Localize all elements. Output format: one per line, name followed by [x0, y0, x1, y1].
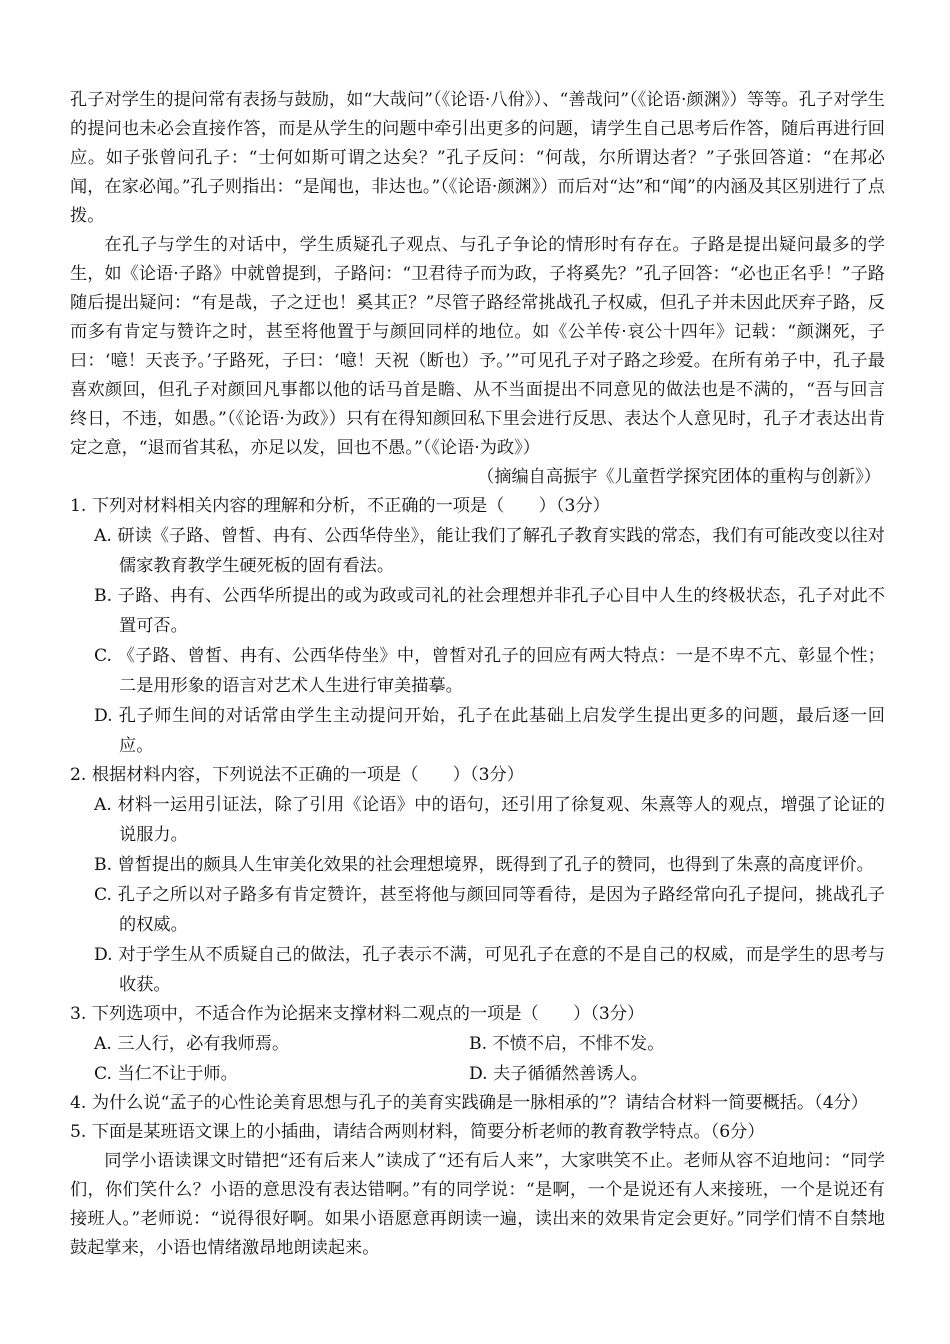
- question-2-option-b: B. 曾皙提出的颇具人生审美化效果的社会理想境界，既得到了孔子的赞同，也得到了朱熹的高度评价。: [94, 855, 874, 875]
- question-3-option-b: B. 不愤不启，不悱不发。: [469, 1034, 665, 1054]
- question-3-option-d: D. 夫子循循然善诱人。: [469, 1064, 648, 1084]
- question-4-stem: 4. 为什么说“孟子的心性论美育思想与孔子的美育实践确是一脉相承的”？请结合材料一简要概括。（4分）: [70, 1093, 869, 1113]
- question-3-stem: 3. 下列选项中，不适合作为论据来支撑材料二观点的一项是（ ）（3分）: [70, 1004, 645, 1024]
- question-3-option-a: A. 三人行，必有我师焉。: [94, 1034, 290, 1054]
- exam-page: [70, 86, 885, 1263]
- question-2-stem: 2. 根据材料内容，下列说法不正确的一项是（ ）（3分）: [70, 765, 524, 785]
- question-5-passage: 同学小语读课文时错把“还有后来人”读成了“还有后人来”，大家哄笑不止。老师从容不迫地问：“同学们，你们笑什么？小语的意思没有表达错啊。”有的同学说：“是啊，一个是说还有人来接班，一个是说还有接班人。”老师说：“说得很好啊。如果小语愿意再朗读一遍，读出来的效果肯定会更好。”同学们情不自禁地鼓起掌来，小语也情绪激昂地朗读起来。: [70, 1151, 885, 1258]
- question-3-options-row-2: [70, 1059, 885, 1089]
- question-2-option-a: A. 材料一运用引证法，除了引用《论语》中的语句，还引用了徐复观、朱熹等人的观点，增强了论证的说服力。: [94, 795, 885, 845]
- question-5-stem: 5. 下面是某班语文课上的小插曲，请结合两则材料，简要分析老师的教育教学特点。（6分）: [70, 1122, 765, 1142]
- question-1-option-c: C. 《子路、曾皙、冉有、公西华侍坐》中，曾皙对孔子的回应有两大特点：一是不卑不亢、彰显个性；二是用形象的语言对艺术人生进行审美描摹。: [94, 646, 885, 696]
- question-2: [70, 761, 885, 1000]
- question-5: [70, 1118, 885, 1263]
- question-1-stem: 1. 下列对材料相关内容的理解和分析，不正确的一项是（ ）（3分）: [70, 496, 610, 516]
- question-2-option-d: D. 对于学生从不质疑自己的做法，孔子表示不满，可见孔子在意的不是自己的权威，而是学生的思考与收获。: [94, 945, 885, 995]
- material-paragraph-2: 在孔子与学生的对话中，学生质疑孔子观点、与孔子争论的情形时有存在。子路是提出疑问最多的学生，如《论语·子路》中就曾提到，子路问：“卫君待子而为政，子将奚先？”孔子回答：“必也正名乎！”子路随后提出疑问：“有是哉，子之迂也！奚其正？”尽管子路经常挑战孔子权威，但孔子并未因此厌弃子路，反而多有肯定与赞许之时，甚至将他置于与颜回同样的地位。如《公羊传·哀公十四年》记载：“颜渊死，子曰：‘噫！天丧予。’子路死，子曰：‘噫！天祝（断也）予。’”可见孔子对子路之珍爱。在所有弟子中，孔子最喜欢颜回，但孔子对颜回凡事都以他的话马首是瞻、从不当面提出不同意见的做法也是不满的，“吾与回言终日，不违，如愚。”（《论语·为政》）只有在得知颜回私下里会进行反思、表达个人意见时，孔子才表达出肯定之意，“退而省其私，亦足以发，回也不愚。”（《论语·为政》）: [70, 235, 885, 458]
- question-3: [70, 1000, 885, 1089]
- question-1: [70, 492, 885, 761]
- material-paragraph-1: 孔子对学生的提问常有表扬与鼓励，如“大哉问”（《论语·八佾》）、“善哉问”（《论语·颜渊》）等等。孔子对学生的提问也未必会直接作答，而是从学生的问题中牵引出更多的问题，请学生自己思考后作答，随后再进行回应。如子张曾问孔子：“士何如斯可谓之达矣？”孔子反问：“何哉，尔所谓达者？”子张回答道：“在邦必闻，在家必闻。”孔子则指出：“是闻也，非达也。”（《论语·颜渊》）而后对“达”和“闻”的内涵及其区别进行了点拨。: [70, 90, 885, 226]
- material-source: （摘编自高振宇《儿童哲学探究团体的重构与创新》）: [477, 467, 881, 487]
- question-3-options-row-1: [70, 1029, 885, 1059]
- question-1-option-a: A. 研读《子路、曾皙、冉有、公西华侍坐》，能让我们了解孔子教育实践的常态，我们有可能改变以往对儒家教育教学生硬死板的固有看法。: [94, 526, 885, 576]
- question-2-option-c: C. 孔子之所以对子路多有肯定赞许，甚至将他与颜回同等看待，是因为子路经常向孔子提问，挑战孔子的权威。: [94, 885, 885, 935]
- question-1-option-b: B. 子路、冉有、公西华所提出的或为政或司礼的社会理想并非孔子心目中人生的终极状态，孔子对此不置可否。: [94, 586, 885, 636]
- question-4: [70, 1089, 885, 1118]
- question-1-option-d: D. 孔子师生间的对话常由学生主动提问开始，孔子在此基础上启发学生提出更多的问题，最后逐一回应。: [94, 706, 885, 756]
- question-3-option-c: C. 当仁不让于师。: [94, 1064, 238, 1084]
